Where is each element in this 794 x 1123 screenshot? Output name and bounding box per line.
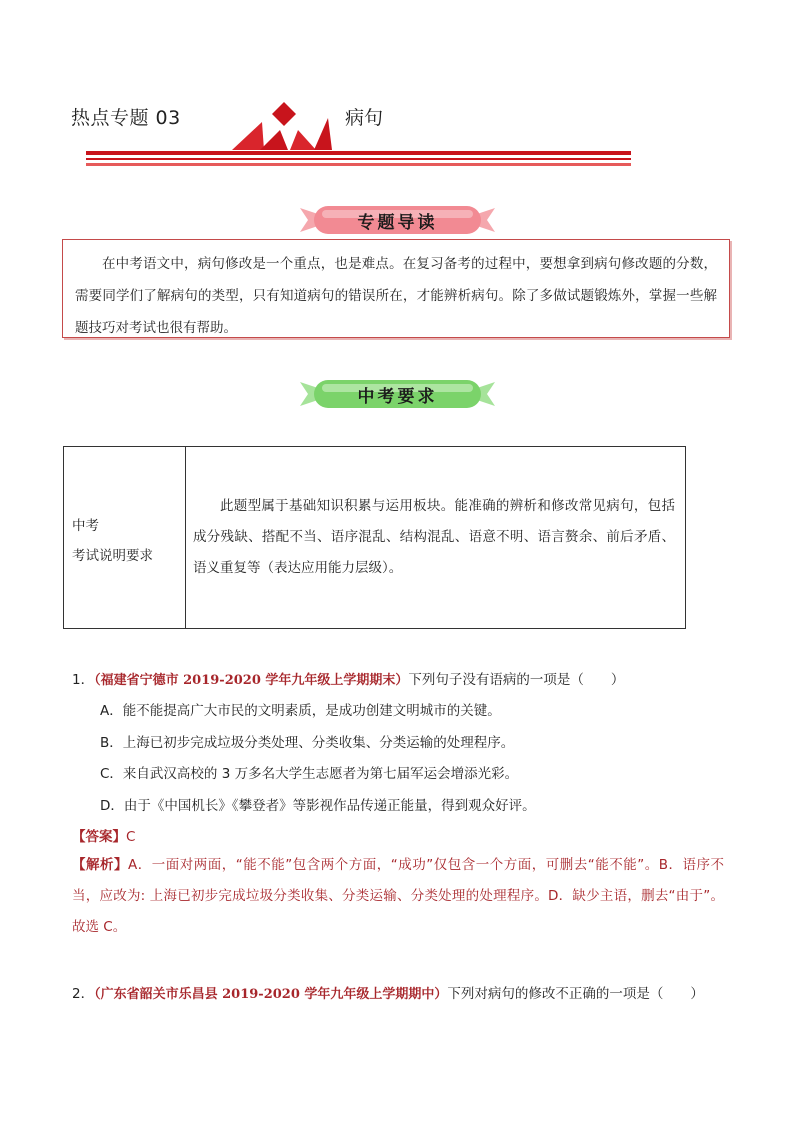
section-banner-label: 专题导读	[357, 212, 438, 233]
question-source: （福建省宁德市 2019-2020 学年九年级上学期期末）	[94, 673, 409, 688]
requirements-label-line1: 中考	[72, 518, 99, 534]
section-banner-requirements	[300, 378, 495, 410]
question-text: 下列对病句的修改不正确的一项是（ ）	[447, 986, 704, 1002]
intro-text: 在中考语文中，病句修改是一个重点，也是难点。在复习备考的过程中，要想拿到病句修改题的分数，需要同学们了解病句的类型，只有知道病句的错误所在，才能辨析病句。除了多做试题锻炼外，掌握一些解题技巧对考试也很有帮助。	[75, 256, 717, 336]
question-text: 下列句子没有语病的一项是（ ）	[408, 672, 625, 688]
requirements-content: 此题型属于基础知识积累与运用板块。能准确的辨析和修改常见病句，包括成分残缺、搭配不当、语序混乱、结构混乱、语意不明、语言赘余、前后矛盾、语义重复等（表达应用能力层级）。	[193, 498, 675, 576]
header-rule-bottom	[86, 163, 631, 166]
section-banner-label: 中考要求	[357, 386, 438, 407]
header-rule-top	[86, 151, 631, 155]
question-number: 2．	[72, 986, 95, 1002]
question-number: 1．	[72, 672, 95, 688]
question-1-option-c: C．来自武汉高校的 3 万多名大学生志愿者为第七届军运会增添光彩。	[100, 766, 519, 782]
header-ornament-icon	[224, 100, 334, 152]
requirements-table-content-cell	[186, 447, 685, 628]
requirements-table-header-cell	[64, 447, 186, 628]
question-1-analysis	[72, 850, 724, 943]
requirements-label-line2: 考试说明要求	[72, 548, 153, 564]
question-1-stem	[72, 668, 624, 688]
question-2-stem	[72, 982, 704, 1002]
requirements-table	[63, 446, 686, 629]
question-source: （广东省韶关市乐昌县 2019-2020 学年九年级上学期期中）	[94, 987, 448, 1002]
page-title-subject: 病句	[345, 107, 384, 129]
section-banner-intro	[300, 204, 495, 236]
question-1-option-d: D．由于《中国机长》《攀登者》等影视作品传递正能量，得到观众好评。	[100, 798, 536, 814]
header-rule-middle	[86, 158, 631, 160]
analysis-text: A．一面对两面，“能不能”包含两个方面，“成功”仅包含一个方面，可删去“能不能”。B．语序不当，应改为: 上海已初步完成垃圾分类收集、分类运输、分类处理的处理程序。D．缺少主语，删去“由于”。故选 C。	[72, 857, 725, 935]
question-1-answer	[72, 825, 135, 845]
answer-label: 【答案】	[72, 829, 126, 845]
analysis-label: 【解析】	[72, 857, 129, 873]
intro-box	[62, 239, 730, 338]
question-1-option-b: B．上海已初步完成垃圾分类处理、分类收集、分类运输的处理程序。	[100, 735, 515, 751]
question-1-option-a: A．能不能提高广大市民的文明素质，是成功创建文明城市的关键。	[100, 703, 501, 719]
answer-value: C	[126, 829, 136, 845]
page-title-topic: 热点专题 03	[71, 107, 181, 129]
